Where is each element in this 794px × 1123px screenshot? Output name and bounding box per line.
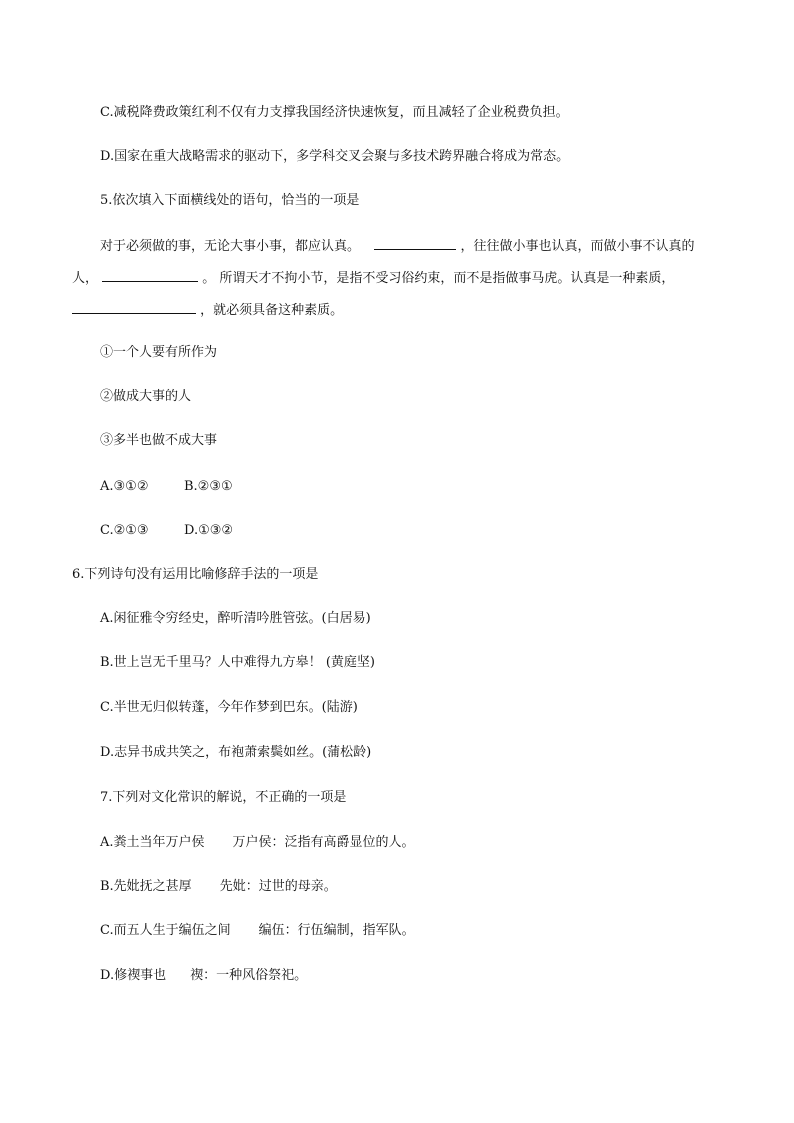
q6-option-c: C.半世无归似转蓬，今年作梦到巴东。(陆游)	[100, 700, 358, 715]
q5-option-c: C.②①③	[100, 523, 149, 538]
q5-blank-2	[102, 268, 198, 282]
q5-item-1: ①一个人要有所作为	[100, 345, 218, 360]
q5-passage-text: 。 所谓天才不拘小节，是指不受习俗约束，而不是指做事马虎。认真是一种素质，	[202, 271, 675, 286]
q5-item-2: ②做成大事的人	[100, 389, 192, 404]
q5-blank-1	[374, 236, 456, 250]
q5-blank-3	[72, 300, 196, 314]
q6-option-b: B.世上岂无千里马？人中难得九方皋！ (黄庭坚)	[100, 655, 375, 670]
q7-option-term: D.修禊事也	[100, 968, 167, 983]
q5-passage-text: ，就必须具备这种素质。	[200, 303, 344, 318]
q7-option-term: A.粪土当年万户侯	[100, 835, 205, 850]
q6-stem: 6.下列诗句没有运用比喻修辞手法的一项是	[72, 567, 319, 582]
q7-option-term: C.而五人生于编伍之间	[100, 923, 231, 938]
q5-stem: 5.依次填入下面横线处的语句，恰当的一项是	[100, 193, 360, 208]
q7-option-note: 禊：一种风俗祭祀。	[190, 968, 308, 983]
q7-option-a	[100, 834, 415, 852]
q6-option-d: D.志异书成共笑之，布袍萧索鬓如丝。(蒲松龄)	[100, 745, 372, 760]
q7-option-b	[100, 878, 337, 896]
q6-option-a: A.闲征雅令穷经史，醉听清吟胜管弦。(白居易)	[100, 611, 371, 626]
q4-option-d: D.国家在重大战略需求的驱动下，多学科交叉会聚与多技术跨界融合将成为常态。	[100, 149, 570, 164]
q5-passage-text: 人，	[72, 271, 99, 286]
q5-passage-line-3	[72, 300, 343, 318]
q7-option-note: 编伍：行伍编制，指军队。	[258, 923, 415, 938]
q5-option-d: D.①③②	[184, 523, 234, 538]
q5-passage-text: ，往往做小事也认真，而做小事不认真的	[460, 239, 695, 254]
q7-stem: 7.下列对文化常识的解说，不正确的一项是	[100, 790, 347, 805]
q7-option-note: 先妣：过世的母亲。	[219, 879, 337, 894]
q5-item-3: ③多半也做不成大事	[100, 433, 218, 448]
q7-option-term: B.先妣抚之甚厚	[100, 879, 192, 894]
q5-option-a: A.③①②	[100, 479, 149, 494]
q4-option-c: C.减税降费政策红利不仅有力支撑我国经济快速恢复，而且减轻了企业税费负担。	[100, 105, 569, 120]
q5-passage-line-2	[72, 268, 674, 286]
q7-option-c	[100, 922, 415, 940]
q7-option-note: 万户侯：泛指有高爵显位的人。	[232, 835, 415, 850]
q5-option-b: B.②③①	[184, 479, 233, 494]
q7-option-d	[100, 967, 307, 985]
q5-passage-text: 对于必须做的事，无论大事小事，都应认真。	[100, 239, 361, 254]
q5-passage-line-1	[100, 236, 694, 254]
